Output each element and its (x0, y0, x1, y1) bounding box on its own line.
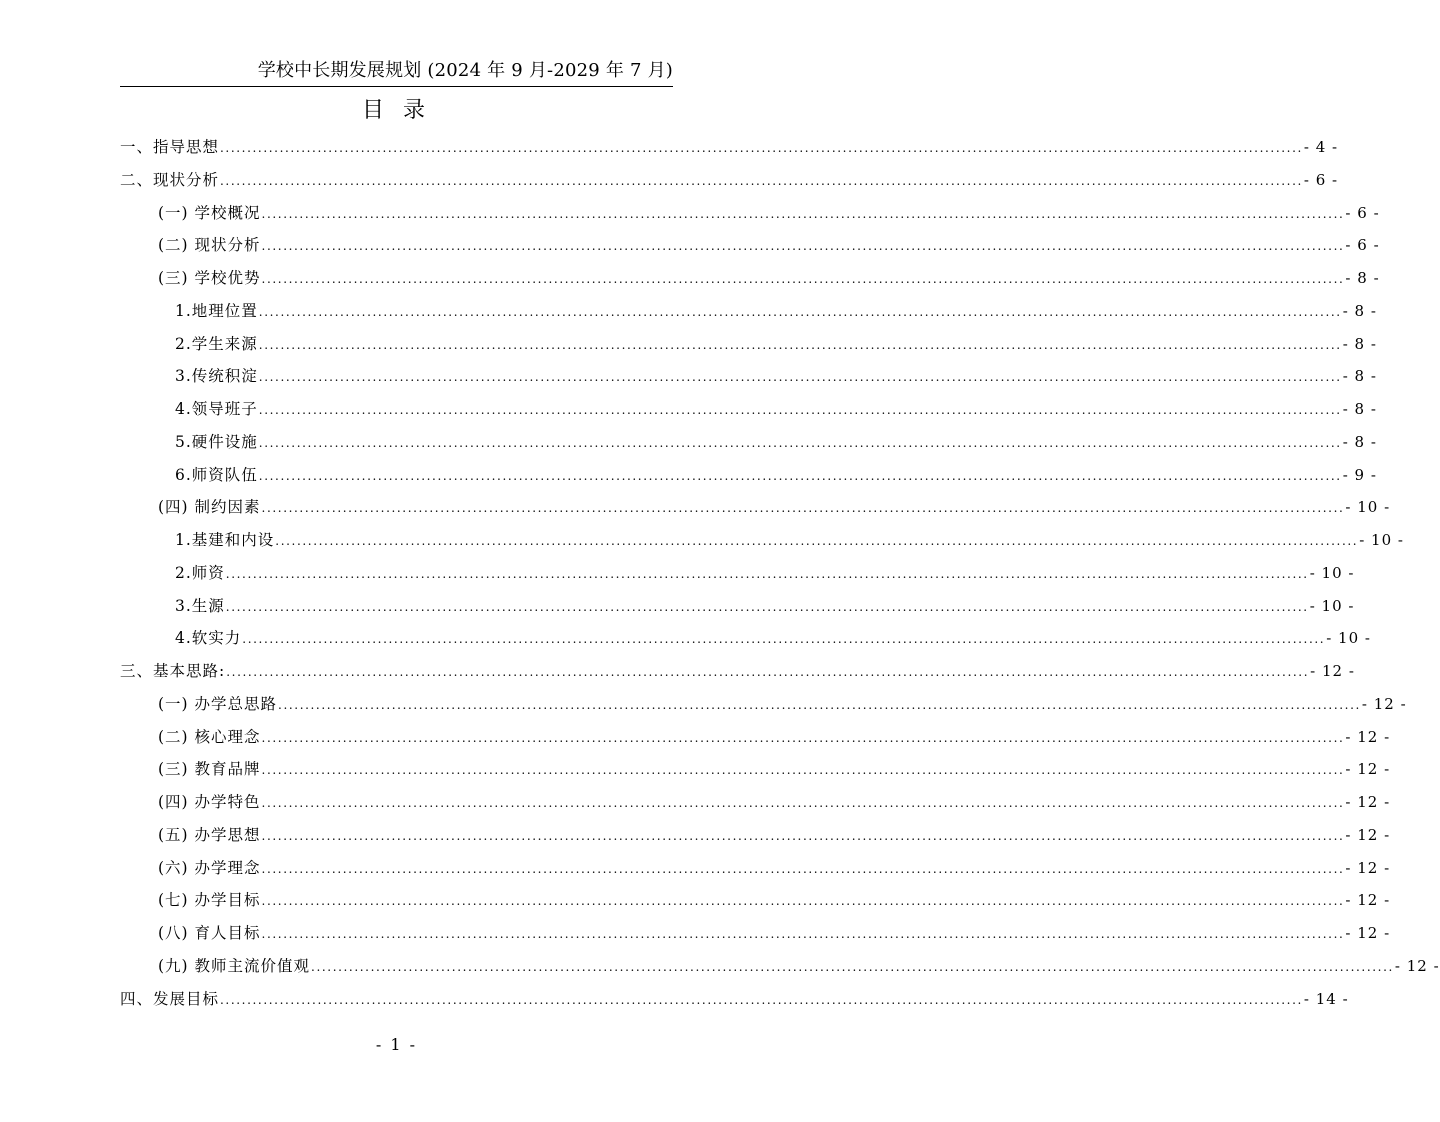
toc-entry-page: - 14 - (1303, 989, 1349, 1008)
toc-entry[interactable] (120, 524, 1404, 557)
toc-dot-leader: ........................................................................................................................................................................................................ (261, 828, 1345, 843)
toc-entry-page: - 12 - (1310, 662, 1355, 680)
toc-dot-leader: ........................................................................................................................................................................................................ (261, 894, 1345, 909)
toc-entry-title: (九) 教师主流价值观 (158, 956, 311, 975)
toc-entry-title: 5.硬件设施 (175, 432, 258, 451)
toc-entry-page: - 12 - (1394, 956, 1440, 975)
toc-entry[interactable] (120, 360, 1377, 393)
toc-dot-leader: ........................................................................................................................................................................................................ (261, 272, 1345, 286)
toc-entry-title: 1.地理位置 (175, 301, 258, 320)
toc-title: 目 录 (362, 98, 431, 123)
toc-dot-leader: ........................................................................................................................................................................................................ (226, 665, 1310, 679)
running-header: 学校中长期发展规划 (2024 年 9 月-2029 年 7 月) (257, 60, 673, 81)
toc-entry-title: (二) 现状分析 (158, 236, 261, 255)
toc-dot-leader: ........................................................................................................................................................................................................ (220, 141, 1303, 155)
toc-entry-title: (四) 制约因素 (158, 498, 261, 517)
toc-dot-leader: ........................................................................................................................................................................................................ (258, 337, 1342, 352)
toc-entry[interactable] (120, 393, 1377, 426)
toc-entry-page: - 12 - (1345, 793, 1391, 811)
toc-entry-page: - 12 - (1345, 760, 1391, 779)
toc-entry-page: - 12 - (1345, 858, 1391, 877)
toc-dot-leader: ........................................................................................................................................................................................................ (242, 632, 1326, 647)
toc-dot-leader: ........................................................................................................................................................................................................ (261, 206, 1345, 221)
toc-entry-page: - 12 - (1361, 694, 1407, 713)
toc-dot-leader: ........................................................................................................................................................................................................ (225, 599, 1309, 614)
toc-dot-leader: ........................................................................................................................................................................................................ (225, 566, 1309, 581)
toc-entry[interactable] (120, 753, 1391, 786)
toc-entry[interactable] (120, 295, 1377, 328)
toc-entry[interactable] (120, 131, 1339, 164)
table-of-contents (120, 131, 1440, 1015)
toc-entry[interactable] (120, 917, 1391, 950)
toc-entry-title: (八) 育人目标 (158, 924, 261, 942)
toc-entry-page: - 10 - (1345, 498, 1391, 517)
toc-entry-page: - 8 - (1342, 432, 1377, 451)
toc-entry-page: - 8 - (1342, 400, 1377, 418)
toc-entry-title: 3.生源 (175, 596, 225, 615)
toc-dot-leader: ........................................................................................................................................................................................................ (261, 861, 1345, 876)
toc-entry[interactable] (120, 884, 1391, 917)
toc-dot-leader: ........................................................................................................................................................................................................ (275, 534, 1359, 548)
toc-dot-leader: ........................................................................................................................................................................................................ (261, 763, 1345, 778)
toc-entry-page: - 8 - (1342, 301, 1377, 320)
toc-entry[interactable] (120, 688, 1407, 721)
toc-dot-leader: ........................................................................................................................................................................................................ (261, 927, 1345, 941)
toc-dot-leader: ........................................................................................................................................................................................................ (220, 992, 1303, 1007)
toc-entry-title: 4.软实力 (175, 629, 242, 648)
toc-entry[interactable] (120, 164, 1339, 197)
toc-entry-page: - 8 - (1345, 269, 1380, 287)
toc-entry-page: - 4 - (1303, 138, 1339, 156)
toc-entry-title: (三) 学校优势 (158, 269, 261, 287)
toc-entry[interactable] (120, 983, 1349, 1016)
toc-entry-page: - 6 - (1345, 236, 1380, 255)
toc-dot-leader: ........................................................................................................................................................................................................ (261, 730, 1345, 745)
toc-dot-leader: ........................................................................................................................................................................................................ (261, 239, 1345, 254)
toc-entry-page: - 10 - (1309, 596, 1355, 615)
toc-entry-title: 二、现状分析 (120, 170, 220, 189)
toc-dot-leader: ........................................................................................................................................................................................................ (258, 403, 1342, 417)
toc-entry[interactable] (120, 491, 1391, 524)
toc-entry-title: 四、发展目标 (120, 989, 220, 1008)
toc-entry[interactable] (120, 197, 1380, 230)
toc-entry[interactable] (120, 721, 1391, 754)
toc-entry-title: 一、指导思想 (120, 138, 220, 156)
toc-entry[interactable] (120, 426, 1377, 459)
toc-entry-page: - 8 - (1342, 367, 1377, 386)
toc-dot-leader: ........................................................................................................................................................................................................ (278, 697, 1361, 712)
toc-entry-page: - 6 - (1303, 170, 1339, 189)
toc-entry[interactable] (120, 622, 1371, 655)
toc-dot-leader: ........................................................................................................................................................................................................ (258, 304, 1342, 319)
toc-entry-title: (六) 办学理念 (158, 858, 261, 877)
toc-entry-page: - 12 - (1345, 891, 1391, 910)
toc-entry-title: (一) 办学总思路 (158, 694, 278, 713)
toc-entry-title: 1.基建和内设 (175, 531, 275, 549)
toc-dot-leader: ........................................................................................................................................................................................................ (220, 173, 1303, 188)
toc-entry-title: (五) 办学思想 (158, 825, 261, 844)
toc-entry[interactable] (120, 328, 1377, 361)
toc-entry-title: 4.领导班子 (175, 400, 258, 418)
toc-entry[interactable] (120, 852, 1391, 885)
toc-entry[interactable] (120, 229, 1380, 262)
toc-entry-page: - 10 - (1309, 563, 1355, 582)
toc-entry-title: 6.师资队伍 (175, 465, 258, 484)
toc-dot-leader: ........................................................................................................................................................................................................ (258, 468, 1342, 483)
toc-entry-title: 3.传统积淀 (175, 367, 258, 386)
toc-entry[interactable] (120, 655, 1355, 688)
toc-entry[interactable] (120, 459, 1377, 492)
toc-entry-page: - 10 - (1359, 531, 1404, 549)
toc-dot-leader: ........................................................................................................................................................................................................ (261, 796, 1345, 810)
toc-entry-page: - 12 - (1345, 924, 1391, 942)
toc-entry-page: - 12 - (1345, 825, 1391, 844)
toc-entry-title: (三) 教育品牌 (158, 760, 261, 779)
toc-entry-title: (一) 学校概况 (158, 203, 261, 222)
toc-entry-page: - 10 - (1326, 629, 1371, 648)
toc-entry-title: 三、基本思路: (120, 662, 226, 680)
toc-entry[interactable] (120, 819, 1391, 852)
header-rule (120, 86, 673, 87)
toc-entry-page: - 6 - (1345, 203, 1380, 222)
toc-entry-title: 2.学生来源 (175, 334, 258, 353)
page-number: - 1 - (375, 1035, 418, 1054)
toc-entry-page: - 12 - (1345, 727, 1391, 746)
toc-entry[interactable] (120, 590, 1355, 623)
toc-dot-leader: ........................................................................................................................................................................................................ (258, 435, 1342, 450)
toc-entry-title: (四) 办学特色 (158, 793, 261, 811)
toc-entry-page: - 9 - (1342, 465, 1377, 484)
toc-dot-leader: ........................................................................................................................................................................................................ (258, 370, 1342, 385)
toc-dot-leader: ........................................................................................................................................................................................................ (311, 959, 1394, 974)
toc-entry-title: 2.师资 (175, 563, 225, 582)
toc-entry[interactable] (120, 786, 1391, 819)
toc-entry-title: (二) 核心理念 (158, 727, 261, 746)
toc-dot-leader: ........................................................................................................................................................................................................ (261, 501, 1345, 516)
toc-entry-title: (七) 办学目标 (158, 891, 261, 910)
toc-entry[interactable] (120, 950, 1440, 983)
toc-entry[interactable] (120, 557, 1355, 590)
toc-entry-page: - 8 - (1342, 334, 1377, 353)
toc-entry[interactable] (120, 262, 1380, 295)
